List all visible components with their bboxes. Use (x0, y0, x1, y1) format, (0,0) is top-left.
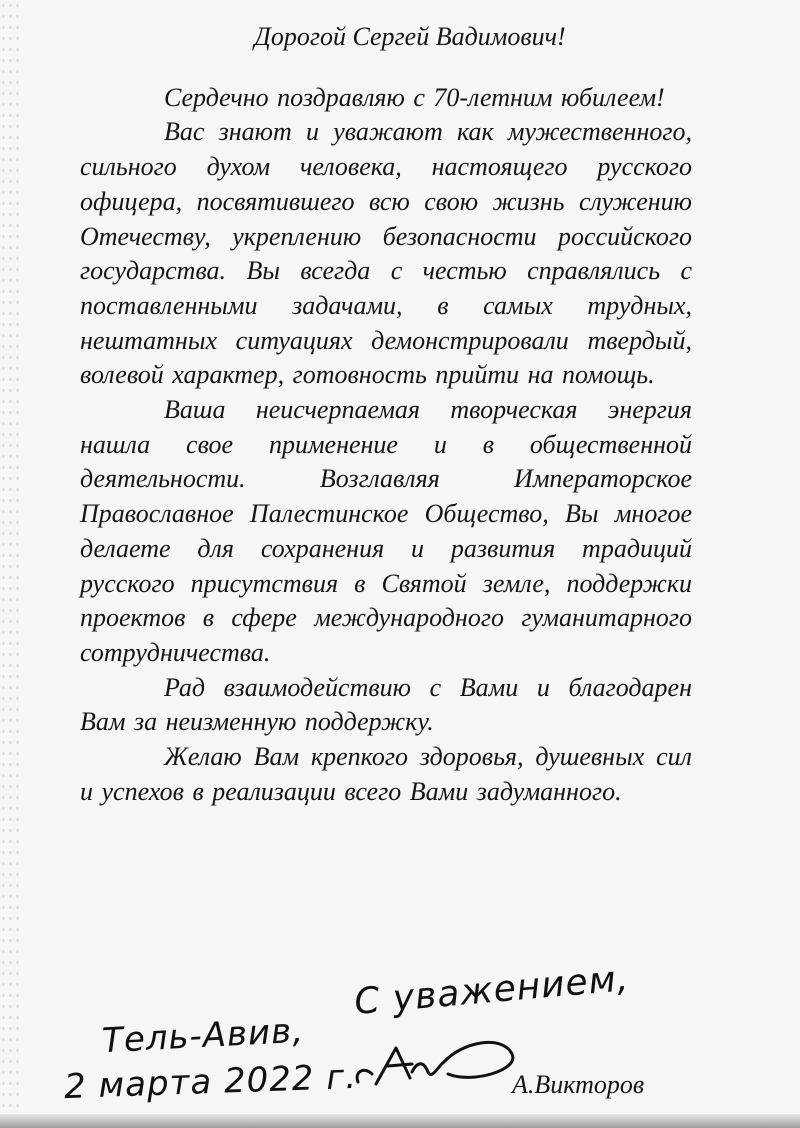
signatory-name: А.Викторов (512, 1070, 645, 1099)
handwritten-city: Тель-Авив, (101, 1010, 305, 1062)
paragraph-wishes: Желаю Вам крепкого здоровья, душевных сил и успехов в реализации всего Вами задуманного. (80, 742, 692, 806)
letter-greeting: Дорогой Сергей Вадимович! (254, 22, 566, 51)
letter-body (80, 20, 692, 809)
scan-bottom-edge (0, 1114, 800, 1128)
paragraph-congratulation: Сердечно поздравляю с 70-летним юбилеем! (164, 82, 665, 112)
scan-speckle (0, 0, 22, 1128)
paragraph-service: Вас знают и уважают как мужественного, сильного духом человека, настоящего русского офицера, посвятившего всю свою жизнь служению Отечеству, укреплению безопасности российского государства. Вы всегда с честью справлялись с поставленными задачами, в самых трудных, нештатных ситуациях демонстрировали твердый, волевой характер, готовность прийти на помощь. (80, 117, 692, 390)
handwritten-regards: С уважением, (352, 958, 631, 1023)
signature-scribble (352, 1026, 522, 1096)
paragraph-gratitude: Рад взаимодействию с Вами и благодарен Вам за неизменную поддержку. (80, 672, 692, 737)
paragraph-society: Ваша неисчерпаемая творческая энергия нашла свое применение и в общественной деятельности. Возглавляя Императорское Православное Палестинское Общество, Вы многое делаете для сохранения и развития традиций русского присутствия в Святой земле, поддержки проектов в сфере международного гуманитарного сотрудничества. (80, 395, 692, 667)
handwritten-date: 2 марта 2022 г. (63, 1056, 358, 1108)
signature-block (0, 960, 800, 1128)
